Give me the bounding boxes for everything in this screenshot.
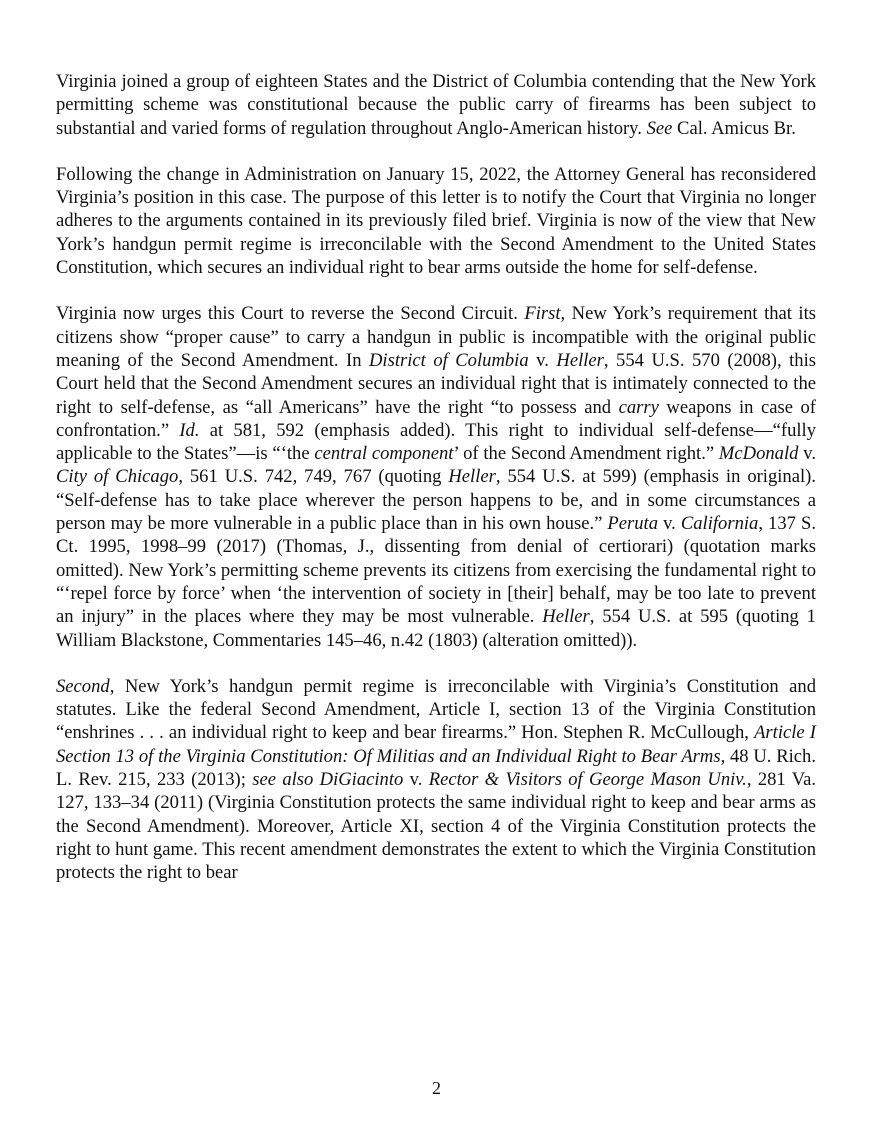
italic-text-run: Id.: [179, 419, 200, 441]
page-number: 2: [432, 1078, 441, 1098]
text-run: Following the change in Administration on January 15, 2022, the Attorney General has reconsidered Virginia’s position in this case. The purpose of this letter is to notify the Court that Virginia no longer adheres to the arguments contained in its previously filed brief. Virginia is now of the view that New York’s handgun permit regime is irreconcilable with the Second Amendment to the United States Constitution, which secures an individual right to bear arms outside the home for self-defense.: [56, 163, 816, 279]
text-run: Virginia now urges this Court to reverse the Second Circuit.: [56, 303, 525, 325]
paragraph: [56, 302, 816, 651]
paragraph: [56, 675, 816, 885]
italic-text-run: First: [524, 303, 561, 325]
text-run: , New York’s handgun permit regime is irreconcilable with Virginia’s Constitution and statutes. Like the federal Second Amendment, Article I, section 13 of the Virginia Constitution “enshrines . . . an individual right to keep and bear firearms.” Hon. Stephen R. McCullough,: [56, 675, 816, 744]
paragraph: [56, 70, 816, 140]
italic-text-run: Peruta: [607, 513, 659, 535]
letter-body: [56, 70, 816, 908]
text-run: Virginia joined a group of eighteen States and the District of Columbia contending that the New York permitting scheme was constitutional because the public carry of firearms has been subject to substantial and varied forms of regulation throughout Anglo-American history.: [56, 71, 816, 139]
italic-text-run: City of Chicago: [56, 466, 179, 488]
text-run: v.: [403, 769, 429, 791]
italic-text-run: central component: [314, 443, 454, 465]
italic-text-run: Second: [56, 675, 110, 697]
italic-text-run: District of Columbia: [369, 349, 529, 371]
text-run: , 554 U.S. 570 (2008), this Court held that the Second Amendment secures an individual right that is intimately connected to the right to self-defense, as “all Americans” have the right “to possess and: [56, 349, 816, 418]
paragraph: [56, 163, 816, 279]
text-run: Cal. Amicus Br.: [672, 117, 796, 139]
text-run: , 554 U.S. at 595 (quoting 1 William Blackstone, Commentaries 145–46, n.42 (1803) (alteration omitted)).: [56, 606, 816, 651]
text-run: v.: [798, 443, 816, 465]
italic-text-run: Heller: [448, 466, 496, 488]
text-run: , 561 U.S. 742, 749, 767 (quoting: [178, 466, 449, 488]
text-run: , 137 S. Ct. 1995, 1998–99 (2017) (Thomas, J., dissenting from denial of certiorari) (quotation marks omitted). New York’s permitting scheme prevents its citizens from exercising the fundamental right to “‘repel force by force’ when ‘the intervention of society in [their] behalf, may be too late to prevent an injury” in the places where they may be most vulnerable.: [56, 513, 816, 628]
italic-text-run: Rector & Visitors of George Mason Univ.: [428, 769, 747, 791]
text-run: ’ of the Second Amendment right.”: [453, 443, 719, 465]
italic-text-run: Heller: [556, 349, 604, 371]
text-run: at 581, 592 (emphasis added). This right to individual self-defense—“fully applicable to the States”—is “‘the: [56, 419, 816, 465]
italic-text-run: see also DiGiacinto: [252, 769, 404, 791]
text-run: , 554 U.S. at 599) (emphasis in original). “Self-defense has to take place wherever the person happens to be, and in some circumstances a person may be more vulnerable in a public place than in his own house.”: [56, 466, 816, 535]
text-run: , 48 U. Rich. L. Rev. 215, 233 (2013);: [56, 745, 816, 791]
italic-text-run: Article I Section 13 of the Virginia Constitution: Of Militias and an Individual Right to Bear Arms: [56, 722, 816, 767]
text-run: v.: [658, 513, 681, 535]
italic-text-run: carry: [618, 396, 659, 418]
text-run: v.: [528, 349, 557, 371]
italic-text-run: Heller: [542, 606, 590, 628]
text-run: weapons in case of confrontation.”: [56, 396, 816, 441]
italic-text-run: See: [646, 117, 673, 139]
text-run: , New York’s requirement that its citizens show “proper cause” to carry a handgun in public is incompatible with the original public meaning of the Second Amendment. In: [56, 303, 816, 371]
text-run: , 281 Va. 127, 133–34 (2011) (Virginia Constitution protects the same individual right to keep and bear arms as the Second Amendment). Moreover, Article XI, section 4 of the Virginia Constitution protects the right to hunt game. This recent amendment demonstrates the extent to which the Virginia Constitution protects the right to bear: [56, 769, 816, 884]
italic-text-run: McDonald: [718, 443, 799, 465]
italic-text-run: California: [680, 513, 759, 535]
